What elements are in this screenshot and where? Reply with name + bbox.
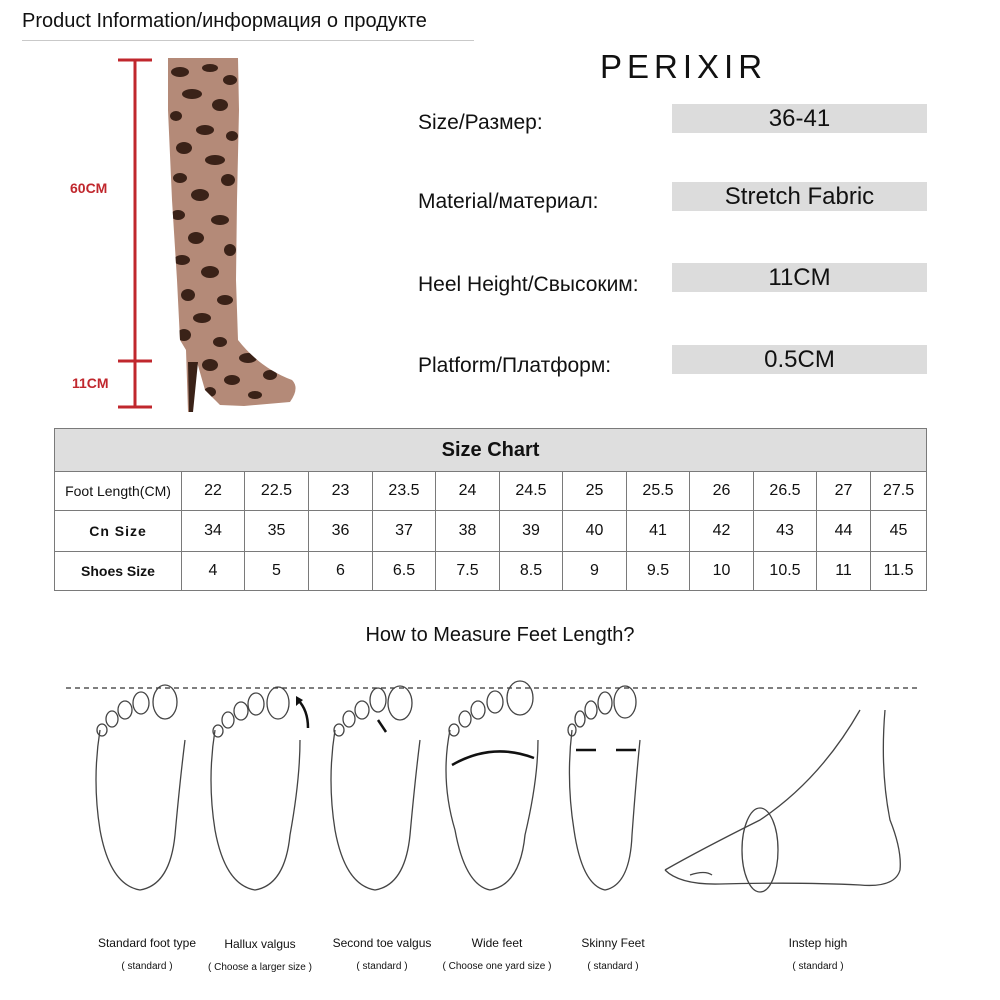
spec-value-heel-height: 11CM (672, 263, 927, 292)
spec-value-material: Stretch Fabric (672, 182, 927, 211)
table-row (55, 552, 927, 591)
foot-caption-hallux-valgus: Hallux valgus (224, 937, 296, 951)
brand-name: PERIXIR (600, 48, 768, 85)
spec-value-platform: 0.5CM (672, 345, 927, 374)
table-cell: 44 (817, 511, 871, 552)
size-chart-title: Size Chart (55, 429, 927, 472)
row-label-foot-length: Foot Length(CM) (55, 472, 182, 511)
table-cell: 26 (690, 472, 754, 511)
shaft-height-label: 60CM (70, 180, 108, 196)
table-cell: 27 (817, 472, 871, 511)
second-toe-valgus-foot-icon (331, 686, 420, 890)
table-cell: 6.5 (373, 552, 436, 591)
table-cell: 37 (373, 511, 436, 552)
table-cell: 7.5 (436, 552, 500, 591)
foot-note-skinny-feet: ( standard ) (587, 961, 639, 972)
spec-label-material: Material/материал: (418, 190, 599, 213)
foot-note-instep-high: ( standard ) (792, 961, 844, 972)
table-cell: 35 (245, 511, 309, 552)
table-cell: 22.5 (245, 472, 309, 511)
table-cell: 5 (245, 552, 309, 591)
table-cell: 24.5 (500, 472, 563, 511)
heel-height-label: 11CM (72, 375, 109, 391)
header-divider (22, 40, 474, 41)
spec-label-platform: Platform/Платформ: (418, 354, 612, 377)
table-cell: 34 (182, 511, 245, 552)
table-cell: 41 (627, 511, 690, 552)
table-cell: 9 (563, 552, 627, 591)
foot-caption-skinny-feet: Skinny Feet (581, 936, 645, 950)
standard-foot-icon (96, 685, 185, 890)
table-cell: 40 (563, 511, 627, 552)
spec-label-heel-height: Heel Height/Свысоким: (418, 273, 639, 296)
wide-feet-icon (446, 681, 538, 890)
table-cell: 11 (817, 552, 871, 591)
table-cell: 9.5 (627, 552, 690, 591)
table-cell: 27.5 (871, 472, 927, 511)
table-cell: 10 (690, 552, 754, 591)
skinny-feet-icon (568, 686, 640, 890)
table-cell: 45 (871, 511, 927, 552)
foot-caption-second-toe-valgus: Second toe valgus (332, 936, 432, 950)
table-cell: 38 (436, 511, 500, 552)
row-label-cn-size: Cn Size (55, 511, 182, 552)
spec-label-size: Size/Размер: (418, 111, 543, 134)
size-chart-table (54, 428, 927, 591)
row-label-shoes-size: Shoes Size (55, 552, 182, 591)
foot-caption-wide-feet: Wide feet (471, 936, 523, 950)
table-cell: 22 (182, 472, 245, 511)
boot-image (60, 50, 320, 420)
header-title: Product Information/информация о продукте (22, 10, 427, 32)
table-cell: 4 (182, 552, 245, 591)
table-cell: 23 (309, 472, 373, 511)
measure-title: How to Measure Feet Length? (365, 624, 635, 646)
table-cell: 25 (563, 472, 627, 511)
foot-caption-standard: Standard foot type (97, 936, 197, 950)
table-cell: 11.5 (871, 552, 927, 591)
table-row (55, 472, 927, 511)
table-cell: 26.5 (754, 472, 817, 511)
table-row (55, 511, 927, 552)
foot-types-illustration (0, 670, 1000, 930)
hallux-valgus-foot-icon (211, 687, 308, 890)
table-cell: 25.5 (627, 472, 690, 511)
spec-value-size: 36-41 (672, 104, 927, 133)
table-cell: 36 (309, 511, 373, 552)
table-cell: 10.5 (754, 552, 817, 591)
table-cell: 24 (436, 472, 500, 511)
table-cell: 6 (309, 552, 373, 591)
foot-note-hallux-valgus: ( Choose a larger size ) (208, 962, 312, 973)
table-cell: 23.5 (373, 472, 436, 511)
foot-caption-instep-high: Instep high (788, 936, 848, 950)
foot-note-standard: ( standard ) (121, 961, 173, 972)
foot-note-second-toe-valgus: ( standard ) (356, 961, 408, 972)
foot-note-wide-feet: ( Choose one yard size ) (442, 961, 552, 972)
table-cell: 43 (754, 511, 817, 552)
table-cell: 39 (500, 511, 563, 552)
table-cell: 42 (690, 511, 754, 552)
instep-high-foot-icon (665, 710, 900, 892)
table-cell: 8.5 (500, 552, 563, 591)
